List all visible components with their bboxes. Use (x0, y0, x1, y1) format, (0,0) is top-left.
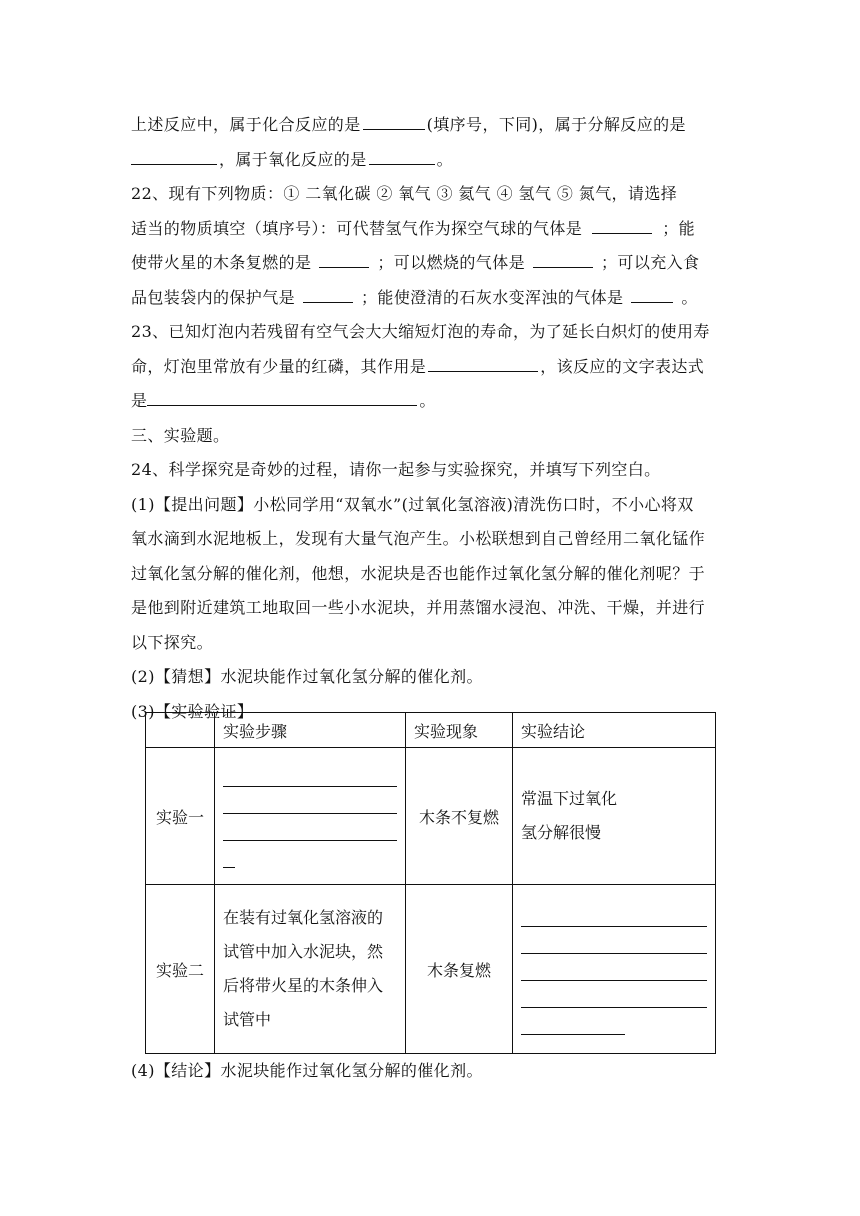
q22-line3 (131, 246, 731, 281)
table-header-cell: 实验现象 (406, 713, 513, 748)
answer-blank[interactable] (428, 355, 538, 372)
answer-line[interactable] (223, 789, 397, 814)
conclusion-answer-cell[interactable] (513, 885, 716, 1054)
answer-blank[interactable] (363, 113, 425, 130)
answer-blank[interactable] (303, 286, 353, 303)
step-text: 试管中 (223, 1010, 272, 1029)
q24-para1-line: (1)【提出问题】小松同学用“双氧水”(过氧化氢溶液)清洗伤口时，不小心将双 (131, 494, 694, 514)
answer-line[interactable] (521, 902, 707, 927)
q21-text: 上述反应中，属于化合反应的是 (131, 115, 361, 134)
answer-blank[interactable] (631, 286, 673, 303)
conclusion-text: 氢分解很慢 (521, 823, 602, 842)
q21-text: ，属于氧化反应的是 (219, 149, 367, 169)
q22-text: ；可以充入食 (601, 253, 700, 272)
q23-line1: 23、已知灯泡内若残留有空气会大大缩短灯泡的寿命，为了延长白炽灯的使用寿 (131, 322, 710, 341)
q21-line2 (131, 143, 731, 178)
q21-text: 。 (436, 149, 454, 169)
q24-intro: 24、科学探究是奇妙的过程，请你一起参与实验探究，并填写下列空白。 (131, 460, 661, 479)
answer-blank[interactable] (319, 251, 369, 268)
q21-line1 (131, 108, 731, 143)
phenomenon-cell: 木条复燃 (406, 885, 513, 1054)
steps-cell (215, 885, 406, 1054)
q22-text: 品包装袋内的保护气是 (131, 287, 296, 307)
table-row (146, 885, 716, 1054)
answer-line[interactable] (521, 956, 707, 981)
q24-conclusion: (4)【结论】水泥块能作过氧化氢分解的催化剂。 (131, 1061, 483, 1080)
steps-answer-cell[interactable] (215, 748, 406, 885)
answer-line[interactable] (223, 762, 397, 787)
table-header-cell: 实验结论 (513, 713, 716, 748)
row-name-cell: 实验二 (146, 885, 215, 1054)
worksheet-page (131, 108, 731, 729)
q22-line1: 22、现有下列物质：① 二氧化碳 ② 氧气 ③ 氦气 ④ 氢气 ⑤ 氮气，请选择 (131, 184, 678, 203)
answer-blank[interactable] (147, 389, 417, 406)
q24-para1-line: 过氧化氢分解的催化剂，他想，水泥块是否也能作过氧化氢分解的催化剂呢？于 (131, 563, 706, 583)
row-name-cell: 实验一 (146, 748, 215, 885)
q23-text: 。 (419, 391, 436, 410)
answer-line[interactable] (223, 816, 397, 841)
q23-line2 (131, 350, 731, 385)
answer-line[interactable] (521, 929, 707, 954)
answer-line[interactable] (521, 983, 707, 1008)
q22-text: 适当的物质填空（填序号）：可代替氢气作为探空气球的气体是 (131, 218, 583, 238)
answer-blank[interactable] (592, 217, 652, 234)
q22-text: 。 (681, 287, 698, 307)
q21-text: (填序号，下同)，属于分解反应的是 (426, 115, 686, 134)
step-text: 后将带火星的木条伸入 (223, 976, 384, 995)
step-text: 在装有过氧化氢溶液的 (223, 908, 384, 927)
q22-text: ；能 (662, 218, 696, 238)
conclusion-text: 常温下过氧化 (521, 789, 618, 808)
q23-text: ，该反应的文字表达式 (540, 356, 705, 376)
answer-line[interactable] (223, 843, 235, 868)
q22-text: 使带火星的木条复燃的是 (131, 253, 312, 272)
table-header-cell (146, 713, 215, 748)
q24-hypothesis: (2)【猜想】水泥块能作过氧化氢分解的催化剂。 (131, 667, 483, 686)
q22-text: ；能使澄清的石灰水变浑浊的气体是 (361, 287, 624, 307)
q24-verification-heading: (3)【实验验证】 (131, 701, 254, 721)
section-title: 三、实验题。 (131, 425, 230, 445)
conclusion-cell (513, 748, 716, 885)
table-header-row (146, 713, 716, 748)
experiment-table (145, 712, 716, 1054)
q22-line2 (131, 212, 731, 247)
q24-para1-line: 氧水滴到水泥地板上，发现有大量气泡产生。小松联想到自己曾经用二氧化锰作 (131, 529, 706, 548)
q24-para1-line: 是他到附近建筑工地取回一些小水泥块，并用蒸馏水浸泡、冲洗、干燥，并进行 (131, 598, 706, 617)
step-text: 试管中加入水泥块，然 (223, 942, 384, 961)
q24-para1-line: 以下探究。 (131, 632, 214, 652)
answer-blank[interactable] (131, 148, 217, 165)
table-header-cell: 实验步骤 (215, 713, 406, 748)
answer-line[interactable] (521, 1010, 625, 1035)
q22-line4 (131, 281, 731, 316)
answer-blank[interactable] (369, 148, 435, 165)
q23-text: 是 (131, 391, 148, 410)
q22-text: ；可以燃烧的气体是 (377, 253, 526, 272)
q23-line3 (131, 384, 731, 419)
answer-blank[interactable] (533, 251, 593, 268)
phenomenon-cell: 木条不复燃 (406, 748, 513, 885)
q23-text: 命，灯泡里常放有少量的红磷，其作用是 (131, 356, 427, 376)
table-row (146, 748, 716, 885)
